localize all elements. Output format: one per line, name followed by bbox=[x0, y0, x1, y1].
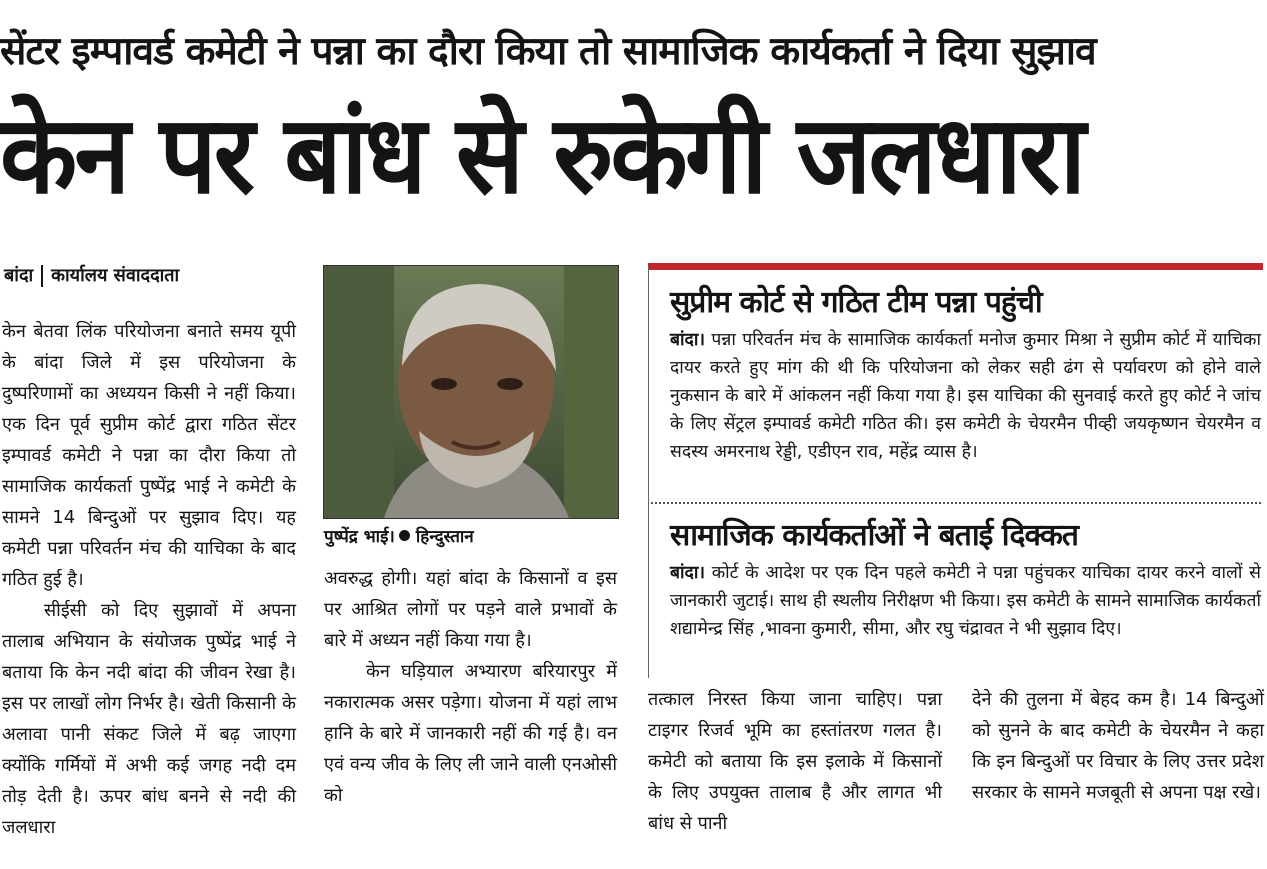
caption-name: पुष्पेंद्र भाई। bbox=[324, 527, 395, 547]
byline-divider bbox=[41, 265, 43, 287]
dotted-divider bbox=[651, 502, 1261, 504]
kicker-headline: सेंटर इम्पावर्ड कमेटी ने पन्ना का दौरा किया तो सामाजिक कार्यकर्ता ने दिया सुझाव bbox=[0, 29, 1096, 74]
byline-place: बांदा bbox=[4, 265, 34, 286]
article-column-2 bbox=[324, 563, 617, 811]
sidebar-story-2 bbox=[670, 517, 1261, 643]
sidebar-story-1 bbox=[670, 284, 1261, 466]
article-column-4 bbox=[972, 684, 1264, 808]
paragraph: केन घड़ियाल अभ्यारण बरियारपुर में नकारात्मक असर पड़ेगा। योजना में यहां लाभ हानि के बारे में जानकारी नहीं की गई है। वन एवं वन्य जीव के लिए ली जाने वाली एनओसी को bbox=[324, 661, 617, 806]
sidebar-story-1-text: पन्ना परिवर्तन मंच के सामाजिक कार्यकर्ता मनोज कुमार मिश्रा ने सुप्रीम कोर्ट में याचिका दायर करते हुए मांग की थी कि परियोजना को लेकर सही ढंग से पर्यावरण को होने वाले नुकसान के बारे में आंकलन नहीं किया गया है। इस याचिका की सुनवाई करते हुए कोर्ट ने जांच के लिए सेंट्रल इम्पावर्ड कमेटी गठित की। इस कमेटी के चेयरमैन पीव्ही जयकृष्णन चेयरमैन व सदस्य अमरनाथ रेड्डी, एडीएन राव, महेंद्र व्यास है। bbox=[670, 330, 1261, 462]
portrait-photo bbox=[323, 265, 619, 519]
paragraph: सीईसी को दिए सुझावों में अपना तालाब अभियान के संयोजक पुष्पेंद्र भाई ने बताया कि केन नदी बांदा की जीवन रेखा है। इस पर लाखों लोग निर्भर है। खेती किसानी के अलावा पानी संकट जिले में बढ़ जाएगा क्योंकि गर्मियों में अभी कई जगह नदी दम तोड़ देती है। ऊपर बांध बनने से नदी की जलधारा bbox=[2, 600, 296, 838]
sidebar-story-2-body bbox=[670, 559, 1261, 643]
photo-caption bbox=[324, 524, 474, 547]
byline bbox=[4, 263, 179, 287]
sidebar-story-1-body bbox=[670, 326, 1261, 466]
dateline: बांदा। bbox=[670, 563, 705, 583]
paragraph: अवरुद्ध होगी। यहां बांदा के किसानों व इस पर आश्रित लोगों पर पड़ने वाले प्रभावों के बारे में अध्यन नहीं किया गया है। bbox=[324, 568, 617, 651]
bullet-icon bbox=[399, 530, 410, 541]
article-column-3 bbox=[648, 684, 942, 839]
sidebar-story-2-text: कोर्ट के आदेश पर एक दिन पहले कमेटी ने पन्ना पहुंचकर याचिका दायर करने वालों से जानकारी जुटाई। साथ ही स्थलीय निरीक्षण भी किया। इस कमेटी के सामने सामाजिक कार्यकर्ता शद्यामेन्द्र सिंह ,भावना कुमारी, सीमा, और रघु चंद्रावत ने भी सुझाव दिए। bbox=[670, 563, 1261, 639]
paragraph: तत्काल निरस्त किया जाना चाहिए। पन्ना टाइगर रिजर्व भूमि का हस्तांतरण गलत है। कमेटी को बताया कि इस इलाके में किसानों के लिए उपयुक्त तालाब है और लागत भी बांध से पानी bbox=[648, 689, 942, 834]
main-headline: केन पर बांध से रुकेगी जलधारा bbox=[0, 93, 1084, 218]
sidebar-story-1-title: सुप्रीम कोर्ट से गठित टीम पन्ना पहुंची bbox=[670, 285, 1042, 320]
byline-reporter: कार्यालय संवाददाता bbox=[51, 265, 180, 286]
article-column-1 bbox=[2, 316, 296, 843]
sidebar-story-2-title: सामाजिक कार्यकर्ताओं ने बताई दिक्कत bbox=[670, 518, 1078, 553]
paragraph: केन बेतवा लिंक परियोजना बनाते समय यूपी के बांदा जिले में इस परियोजना के दुष्परिणामों का अध्ययन किसी ने नहीं किया। एक दिन पूर्व सुप्रीम कोर्ट द्वारा गठित सेंटर इम्पावर्ड कमेटी ने पन्ना का दौरा किया तो सामाजिक कार्यकर्ता पुष्पेंद्र भाई ने कमेटी के सामने 14 बिन्दुओं पर सुझाव दिए। यह कमेटी पन्ना परिवर्तन मंच की याचिका के बाद गठित हुई है। bbox=[2, 321, 296, 590]
dateline: बांदा। bbox=[670, 330, 705, 350]
caption-source: हिन्दुस्तान bbox=[415, 527, 474, 547]
paragraph: देने की तुलना में बेहद कम है। 14 बिन्दुओं को सुनने के बाद कमेटी के चेयरमैन ने कहा कि इन बिन्दुओं पर विचार के लिए उत्तर प्रदेश सरकार के सामने मजबूती से अपना पक्ष रखे। bbox=[972, 689, 1264, 803]
portrait-image bbox=[324, 266, 618, 518]
sidebar-box bbox=[648, 263, 1263, 678]
